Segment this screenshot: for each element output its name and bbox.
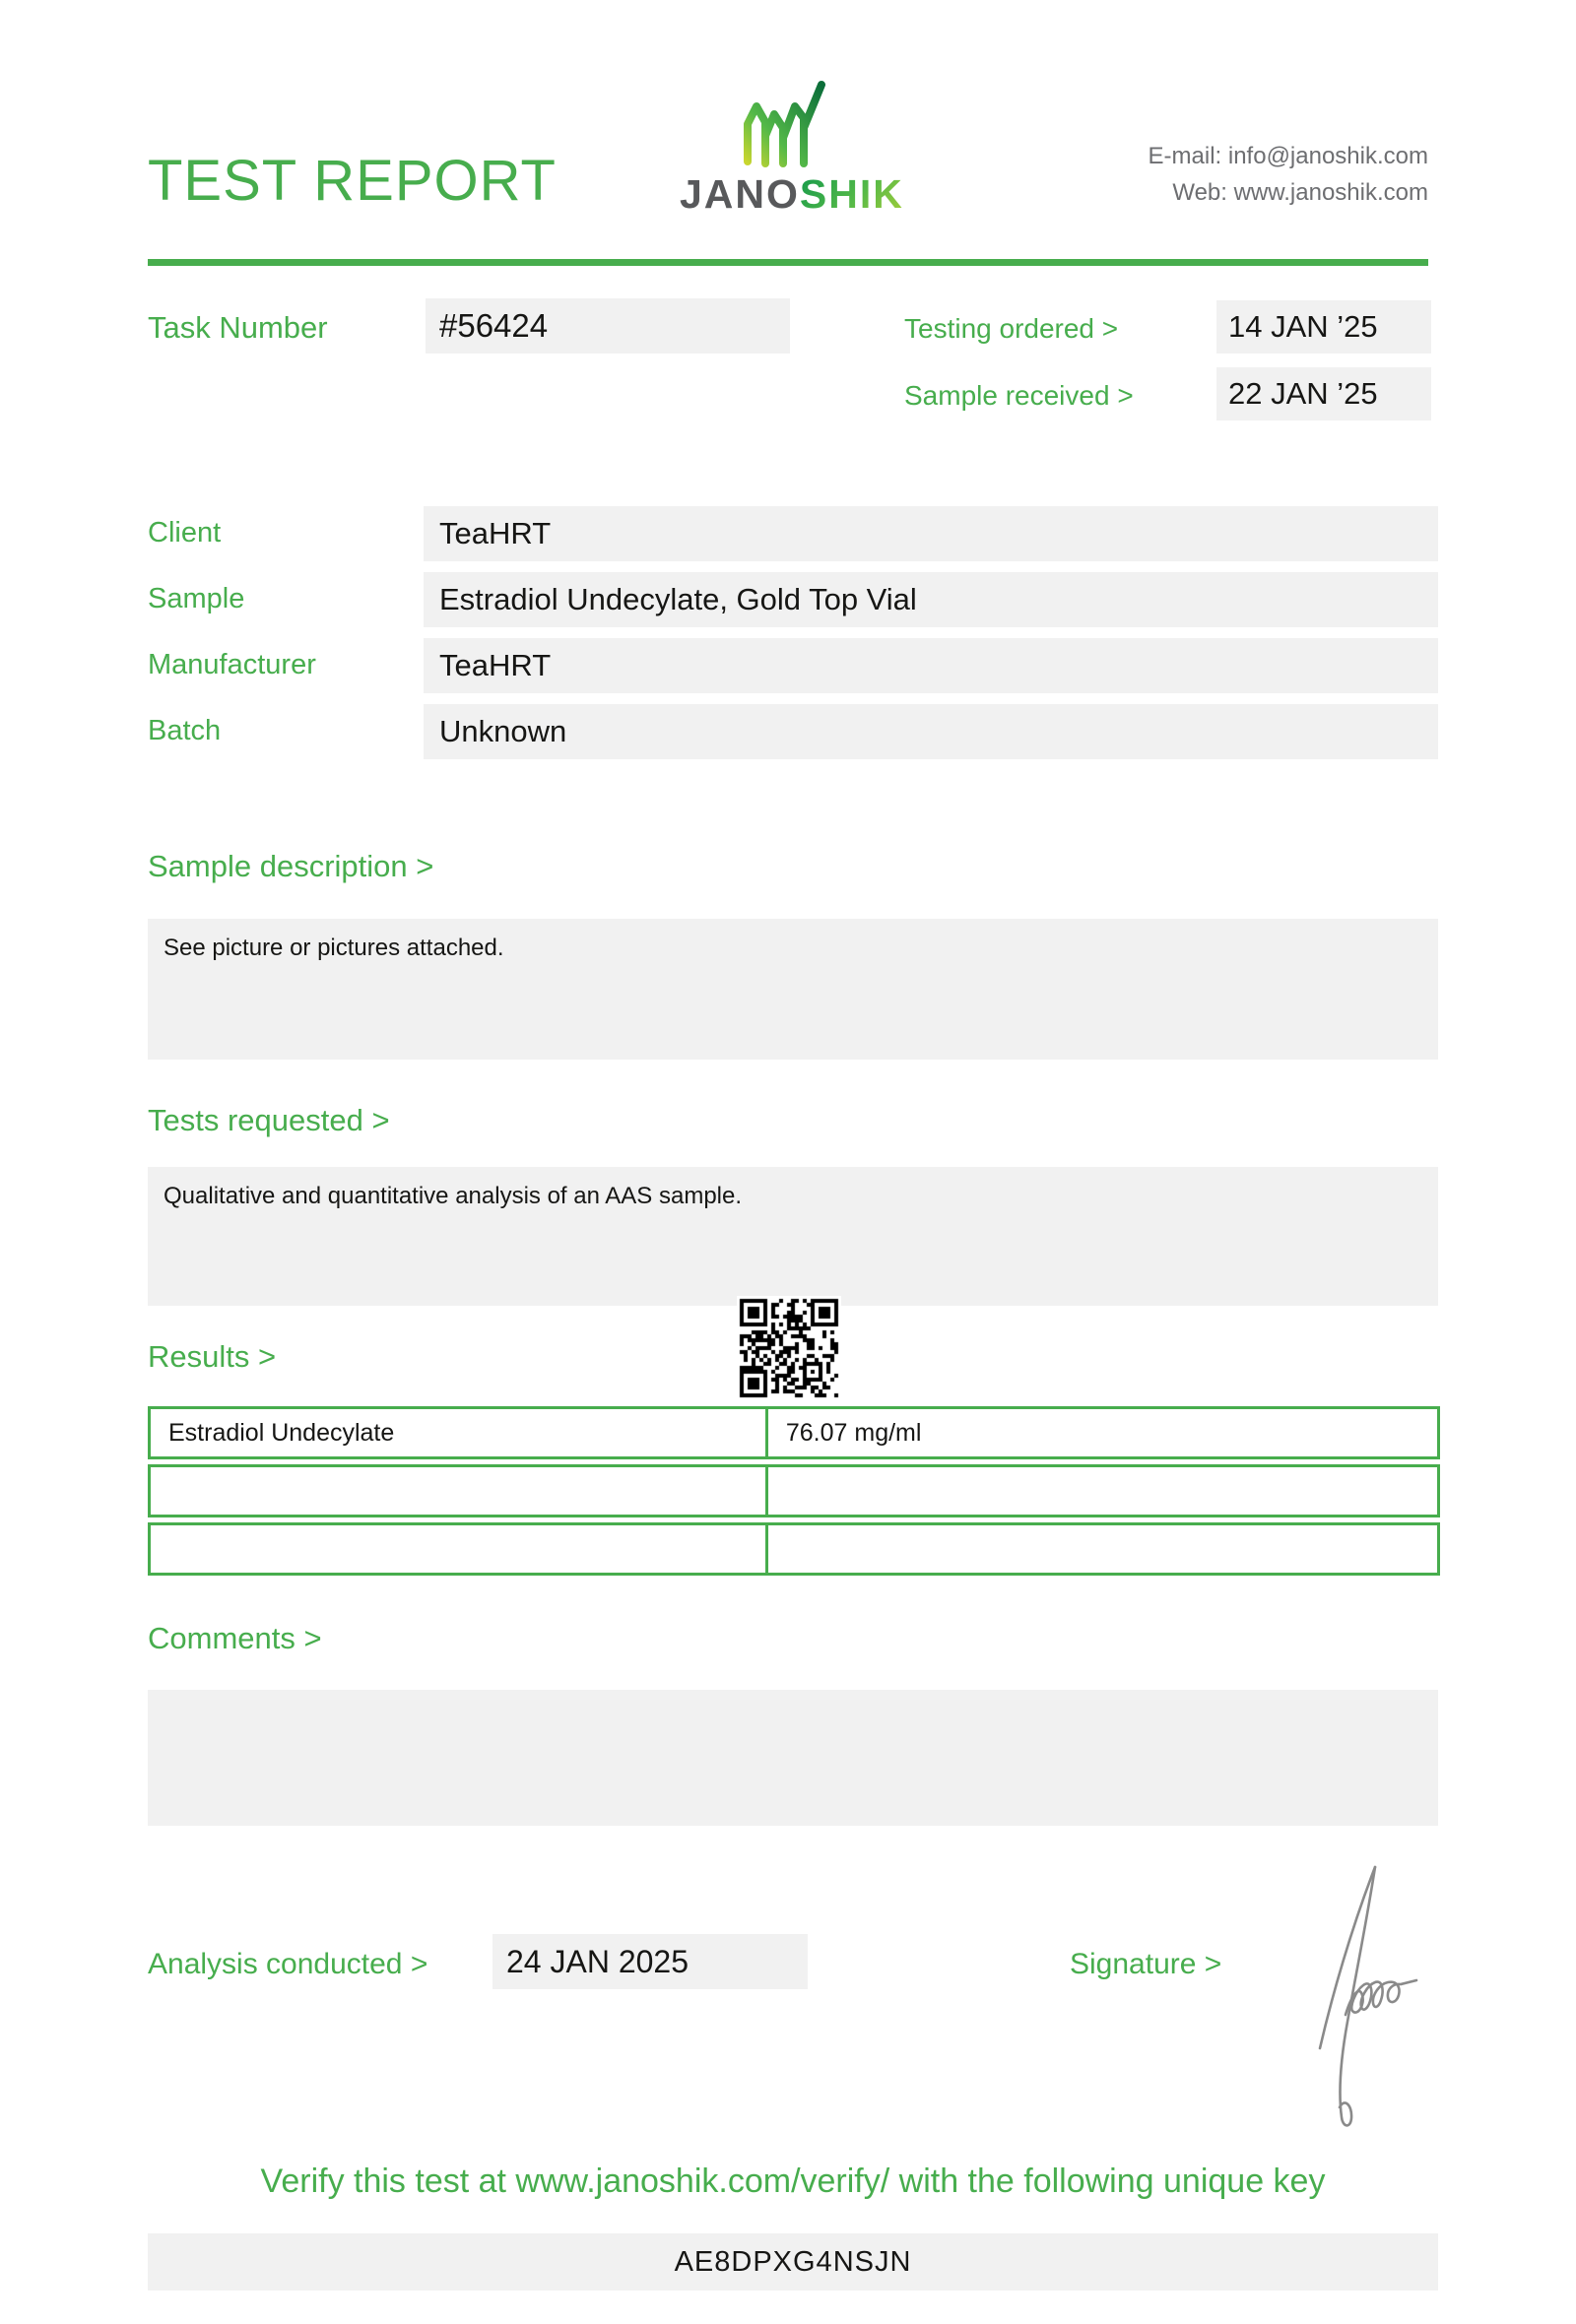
client-value: TeaHRT — [424, 506, 1438, 561]
result-analyte — [151, 1467, 768, 1515]
manufacturer-label: Manufacturer — [148, 649, 316, 680]
result-value: 76.07 mg/ml — [785, 1418, 922, 1447]
batch-value: Unknown — [424, 704, 1438, 759]
contact-info — [1149, 138, 1428, 211]
verify-key: AE8DPXG4NSJN — [148, 2233, 1438, 2291]
tests-requested-heading: Tests requested > — [148, 1103, 390, 1137]
page-title: TEST REPORT — [148, 149, 557, 213]
results-table — [148, 1406, 1440, 1581]
brand-name-left: JANO — [680, 171, 800, 217]
brand-name — [680, 171, 904, 218]
results-row-3 — [148, 1522, 1440, 1576]
verify-instruction: Verify this test at www.janoshik.com/verify/ with the following unique key — [260, 2163, 1326, 2200]
qr-code — [737, 1296, 841, 1400]
results-row-2 — [148, 1464, 1440, 1517]
task-number-label: Task Number — [148, 310, 328, 345]
manufacturer-value: TeaHRT — [424, 638, 1438, 693]
result-analyte: Estradiol Undecylate — [151, 1409, 768, 1456]
sample-label: Sample — [148, 583, 245, 614]
analysis-conducted-label: Analysis conducted > — [148, 1948, 428, 1980]
brand-logo — [680, 77, 904, 218]
result-value — [768, 1467, 1437, 1515]
sample-received-date: 22 JAN ’25 — [1216, 367, 1431, 420]
contact-web: Web: www.janoshik.com — [1172, 179, 1428, 207]
header-divider — [148, 259, 1428, 266]
sample-received-label: Sample received > — [904, 380, 1134, 411]
comments-heading: Comments > — [148, 1621, 322, 1655]
result-analyte — [151, 1525, 768, 1573]
testing-ordered-date: 14 JAN ’25 — [1216, 300, 1431, 354]
testing-ordered-label: Testing ordered > — [904, 313, 1119, 344]
comments-box — [148, 1690, 1438, 1826]
task-number-value: #56424 — [426, 298, 790, 354]
client-label: Client — [148, 517, 222, 549]
result-value — [768, 1525, 1437, 1573]
growth-chart-icon — [724, 77, 852, 167]
sample-description-heading: Sample description > — [148, 849, 434, 883]
brand-name-right: SHIK — [799, 171, 904, 217]
batch-label: Batch — [148, 715, 222, 746]
tests-requested-box: Qualitative and quantitative analysis of an AAS sample. — [148, 1167, 1438, 1306]
signature-image — [1290, 1840, 1448, 2135]
sample-description-box: See picture or pictures attached. — [148, 919, 1438, 1060]
sample-value: Estradiol Undecylate, Gold Top Vial — [424, 572, 1438, 627]
contact-email: E-mail: info@janoshik.com — [1148, 143, 1428, 169]
results-row-1 — [148, 1406, 1440, 1459]
results-heading: Results > — [148, 1339, 277, 1374]
signature-label: Signature > — [1070, 1948, 1222, 1980]
analysis-conducted-date: 24 JAN 2025 — [492, 1934, 808, 1989]
